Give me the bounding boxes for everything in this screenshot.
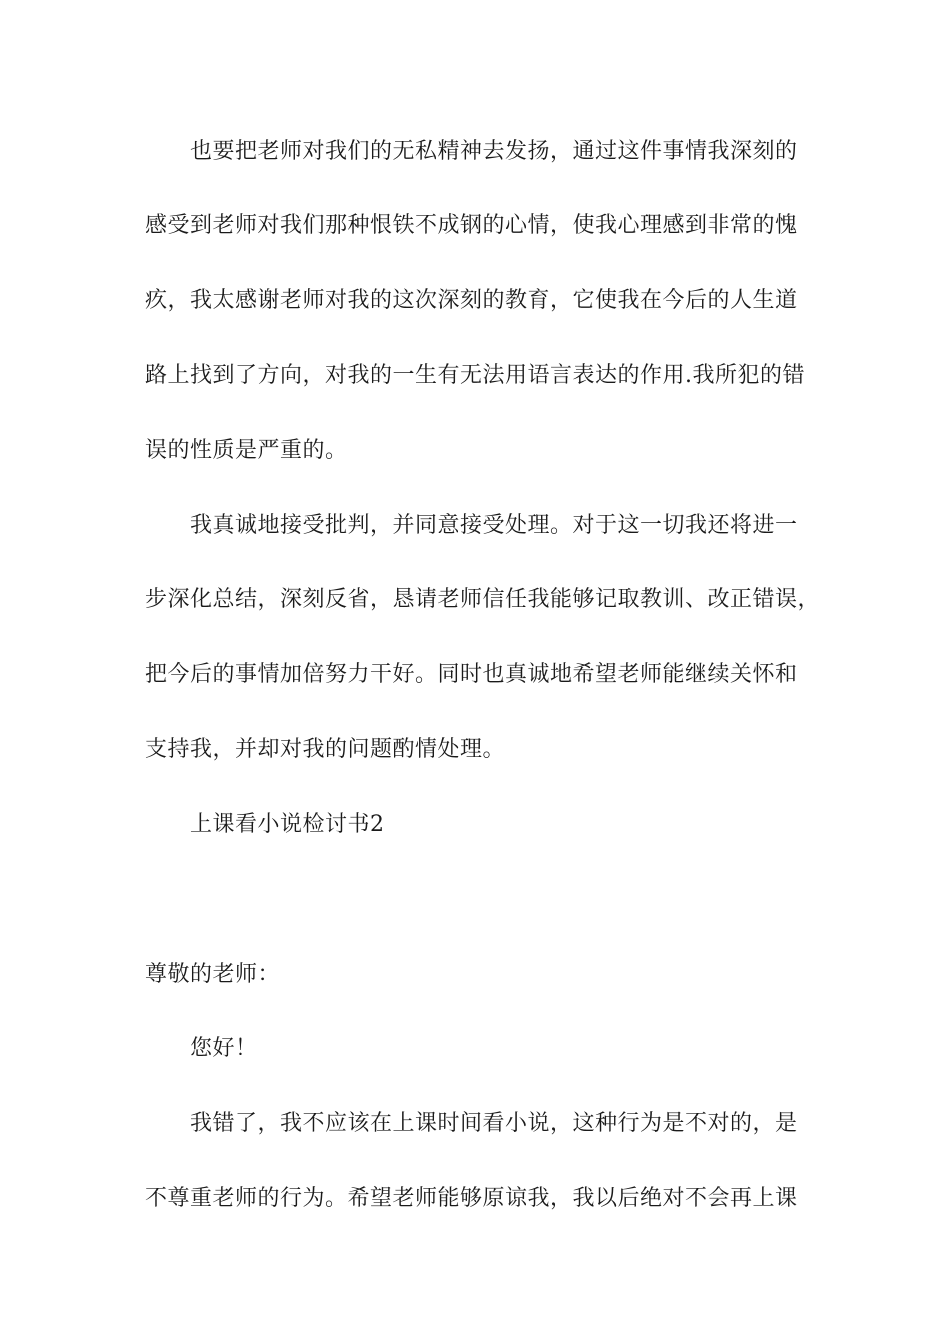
paragraph-line: 我错了，我不应该在上课时间看小说，这种行为是不对的，是 [190, 1111, 798, 1136]
paragraph-line: 误的性质是严重的。 [145, 438, 348, 463]
paragraph-line: 我真诚地接受批判，并同意接受处理。对于这一切我还将进一 [190, 513, 798, 538]
paragraph-line: 也要把老师对我们的无私精神去发扬，通过这件事情我深刻的 [190, 139, 798, 164]
greeting: 您好！ [190, 1036, 258, 1061]
section-heading: 上课看小说检讨书2 [190, 812, 385, 837]
paragraph-line: 疚，我太感谢老师对我的这次深刻的教育，它使我在今后的人生道 [145, 288, 798, 313]
paragraph-line: 不尊重老师的行为。希望老师能够原谅我，我以后绝对不会再上课 [145, 1186, 798, 1211]
paragraph-line: 感受到老师对我们那种恨铁不成钢的心情，使我心理感到非常的愧 [145, 213, 798, 238]
salutation: 尊敬的老师： [145, 962, 281, 987]
paragraph-line: 支持我，并却对我的问题酌情处理。 [145, 737, 506, 762]
paragraph-line: 路上找到了方向，对我的一生有无法用语言表达的作用.我所犯的错 [145, 363, 805, 388]
paragraph-line: 步深化总结，深刻反省，恳请老师信任我能够记取教训、改正错误， [145, 587, 821, 612]
paragraph-line: 把今后的事情加倍努力干好。同时也真诚地希望老师能继续关怀和 [145, 662, 798, 687]
